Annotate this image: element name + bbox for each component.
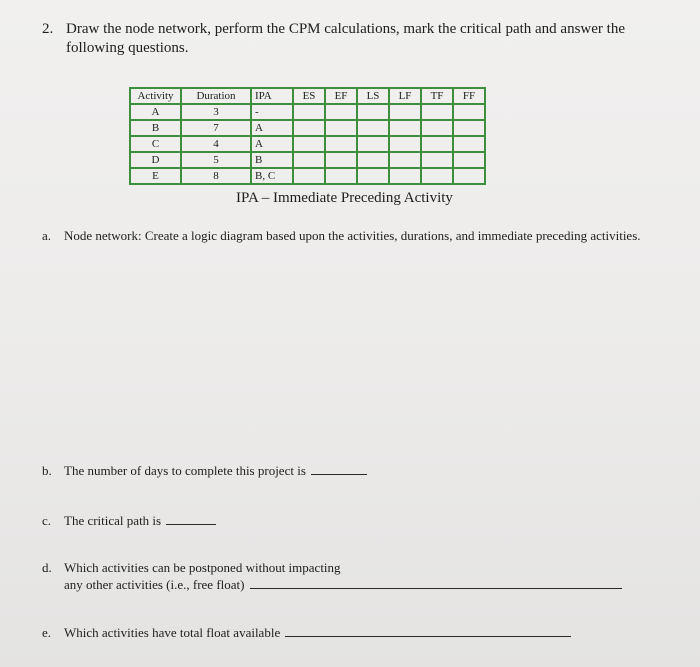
header-activity: Activity [130, 88, 181, 104]
cell-ls [357, 152, 389, 168]
part-d-letter: d. [42, 560, 52, 575]
cell-lf [389, 120, 421, 136]
cell-activity: A [130, 104, 181, 120]
cell-tf [421, 168, 453, 184]
part-a-text: Node network: Create a logic diagram based upon the activities, durations, and immediate preceding activities. [64, 228, 641, 243]
cell-ls [357, 136, 389, 152]
header-ef: EF [325, 88, 357, 104]
header-lf: LF [389, 88, 421, 104]
cell-ef [325, 152, 357, 168]
part-e-text: Which activities have total float available [64, 625, 281, 640]
table-row [130, 168, 485, 184]
cell-es [293, 136, 325, 152]
cell-es [293, 104, 325, 120]
part-c-text: The critical path is [64, 513, 162, 528]
cell-ff [453, 136, 485, 152]
part-d-line1: Which activities can be postponed without impacting [64, 560, 341, 575]
cell-ff [453, 104, 485, 120]
part-b [42, 462, 367, 479]
cell-ipa: A [251, 136, 293, 152]
cell-ff [453, 152, 485, 168]
cell-ipa: B [251, 152, 293, 168]
answer-blank-critical-path[interactable] [166, 512, 216, 525]
cell-ef [325, 104, 357, 120]
header-es: ES [293, 88, 325, 104]
cell-duration: 7 [181, 120, 251, 136]
cell-tf [421, 120, 453, 136]
question-header [42, 20, 662, 58]
header-duration: Duration [181, 88, 251, 104]
part-c [42, 512, 216, 529]
part-d-line2: any other activities (i.e., free float) [64, 577, 245, 592]
part-c-letter: c. [42, 513, 52, 528]
cell-ipa: A [251, 120, 293, 136]
cell-duration: 3 [181, 104, 251, 120]
part-d [42, 559, 622, 593]
header-tf: TF [421, 88, 453, 104]
answer-blank-free-float[interactable] [250, 576, 622, 589]
question-text: Draw the node network, perform the CPM calculations, mark the critical path and answer the following questions. [66, 21, 625, 56]
cell-es [293, 168, 325, 184]
part-a [42, 227, 652, 244]
table-row [130, 136, 485, 152]
cell-ef [325, 120, 357, 136]
table-row [130, 104, 485, 120]
cpm-table [129, 87, 486, 185]
ipa-legend: IPA – Immediate Preceding Activity [236, 190, 453, 206]
cell-ls [357, 104, 389, 120]
header-ipa: IPA [251, 88, 293, 104]
cell-lf [389, 136, 421, 152]
part-b-letter: b. [42, 463, 52, 478]
cell-tf [421, 104, 453, 120]
cell-ff [453, 168, 485, 184]
cell-es [293, 120, 325, 136]
header-ff: FF [453, 88, 485, 104]
cell-lf [389, 104, 421, 120]
part-e-letter: e. [42, 625, 52, 640]
cell-ipa: B, C [251, 168, 293, 184]
answer-blank-total-float[interactable] [285, 624, 571, 637]
cell-duration: 4 [181, 136, 251, 152]
header-ls: LS [357, 88, 389, 104]
table-row [130, 120, 485, 136]
cell-lf [389, 168, 421, 184]
cell-duration: 5 [181, 152, 251, 168]
answer-blank-days[interactable] [311, 462, 367, 475]
cell-activity: B [130, 120, 181, 136]
cell-tf [421, 136, 453, 152]
cell-activity: C [130, 136, 181, 152]
cell-ef [325, 168, 357, 184]
cell-es [293, 152, 325, 168]
part-b-text: The number of days to complete this project is [64, 463, 306, 478]
cell-ef [325, 136, 357, 152]
cell-lf [389, 152, 421, 168]
table-header-row [130, 88, 485, 104]
question-number: 2. [42, 21, 54, 37]
cell-ls [357, 120, 389, 136]
part-e [42, 624, 571, 641]
cell-duration: 8 [181, 168, 251, 184]
cell-activity: D [130, 152, 181, 168]
cell-ls [357, 168, 389, 184]
table-row [130, 152, 485, 168]
part-a-letter: a. [42, 228, 52, 243]
cell-tf [421, 152, 453, 168]
cell-activity: E [130, 168, 181, 184]
cell-ipa: - [251, 104, 293, 120]
cell-ff [453, 120, 485, 136]
